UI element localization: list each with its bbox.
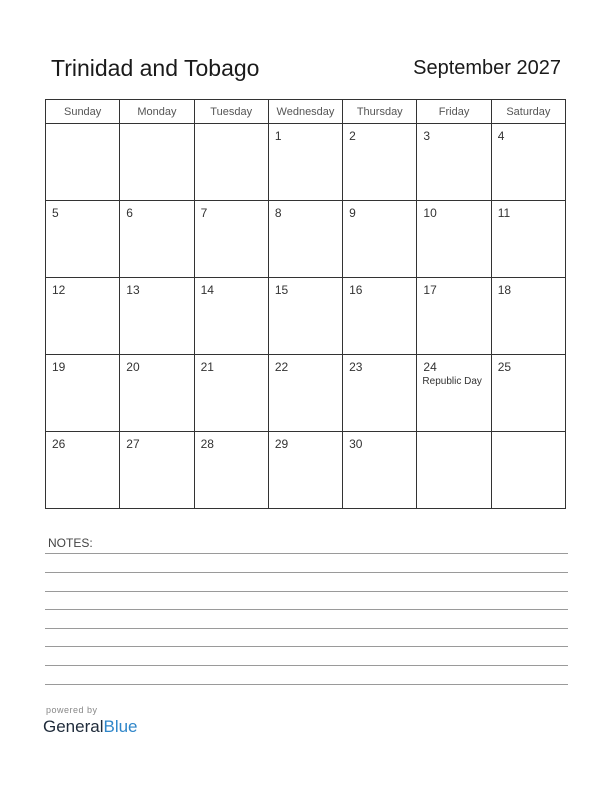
day-cell [194, 201, 268, 278]
day-number: 19 [52, 360, 66, 374]
day-number: 27 [126, 437, 140, 451]
day-cell [46, 124, 120, 201]
day-number: 18 [497, 283, 512, 297]
day-cell [120, 355, 194, 432]
day-cell [268, 432, 342, 509]
day-number: 23 [349, 360, 363, 374]
week-row [46, 278, 566, 355]
weekday-wednesday: Wednesday [268, 100, 342, 124]
day-cell [343, 201, 417, 278]
day-cell [417, 201, 491, 278]
day-number: 11 [497, 206, 511, 220]
week-row [46, 432, 566, 509]
day-number: 7 [200, 206, 208, 220]
day-number: 22 [274, 360, 289, 374]
day-cell [417, 124, 491, 201]
day-number: 2 [349, 129, 356, 143]
month-title: September 2027 [413, 57, 561, 79]
day-cell [343, 432, 417, 509]
brand-general: General [43, 717, 104, 736]
day-number: 4 [497, 129, 505, 143]
day-cell [268, 124, 342, 201]
day-cell [268, 355, 342, 432]
day-number: 5 [52, 206, 59, 220]
day-cell [194, 278, 268, 355]
day-number: 24 [423, 360, 437, 374]
weekday-tuesday: Tuesday [194, 100, 268, 124]
day-number: 12 [52, 283, 66, 297]
brand-blue: Blue [103, 717, 138, 736]
day-number: 17 [423, 283, 437, 297]
day-cell [120, 124, 194, 201]
day-number: 26 [52, 437, 66, 451]
day-number: 13 [126, 283, 140, 297]
notes-line [45, 609, 568, 610]
day-cell [268, 278, 342, 355]
day-cell [46, 201, 120, 278]
weekday-saturday: Saturday [491, 100, 565, 124]
day-number: 29 [274, 437, 289, 451]
country-title: Trinidad and Tobago [51, 55, 260, 81]
day-cell [194, 432, 268, 509]
brand-logo [43, 717, 138, 737]
day-cell [491, 124, 565, 201]
day-number: 3 [423, 129, 431, 143]
day-number: 28 [200, 437, 214, 451]
day-cell [417, 355, 491, 432]
notes-label: NOTES: [48, 536, 93, 550]
day-number: 9 [349, 206, 356, 220]
day-number: 25 [497, 360, 512, 374]
notes-line [45, 684, 568, 685]
day-number: 30 [349, 437, 363, 451]
day-cell [491, 278, 565, 355]
weekday-friday: Friday [417, 100, 491, 124]
day-number: 21 [200, 360, 214, 374]
day-number: 20 [126, 360, 140, 374]
powered-by-text: powered by [46, 705, 98, 715]
day-cell [194, 124, 268, 201]
week-row [46, 124, 566, 201]
holiday-label: Republic Day [422, 376, 482, 387]
day-number: 16 [349, 283, 363, 297]
weekday-sunday: Sunday [46, 100, 120, 124]
day-cell [343, 355, 417, 432]
day-cell [120, 278, 194, 355]
day-number: 10 [423, 206, 437, 220]
day-cell [417, 278, 491, 355]
weekday-monday: Monday [120, 100, 194, 124]
day-cell [268, 201, 342, 278]
day-cell [46, 355, 120, 432]
week-row [46, 355, 566, 432]
notes-line [45, 628, 568, 629]
notes-line [45, 572, 568, 573]
day-cell [194, 355, 268, 432]
weekday-header-row [46, 100, 566, 124]
day-number: 1 [274, 129, 282, 143]
weekday-thursday: Thursday [343, 100, 417, 124]
day-cell [417, 432, 491, 509]
day-cell [120, 201, 194, 278]
notes-line [45, 553, 568, 554]
day-number: 6 [126, 206, 133, 220]
day-number: 15 [274, 283, 289, 297]
day-cell [120, 432, 194, 509]
day-cell [491, 432, 565, 509]
day-cell [491, 355, 565, 432]
day-number: 8 [274, 206, 282, 220]
notes-line [45, 591, 568, 592]
day-cell [46, 432, 120, 509]
day-cell [46, 278, 120, 355]
day-number: 14 [200, 283, 214, 297]
day-cell [491, 201, 565, 278]
day-cell [343, 278, 417, 355]
notes-line [45, 646, 568, 647]
notes-line [45, 665, 568, 666]
week-row [46, 201, 566, 278]
day-cell [343, 124, 417, 201]
calendar-grid [45, 99, 566, 509]
